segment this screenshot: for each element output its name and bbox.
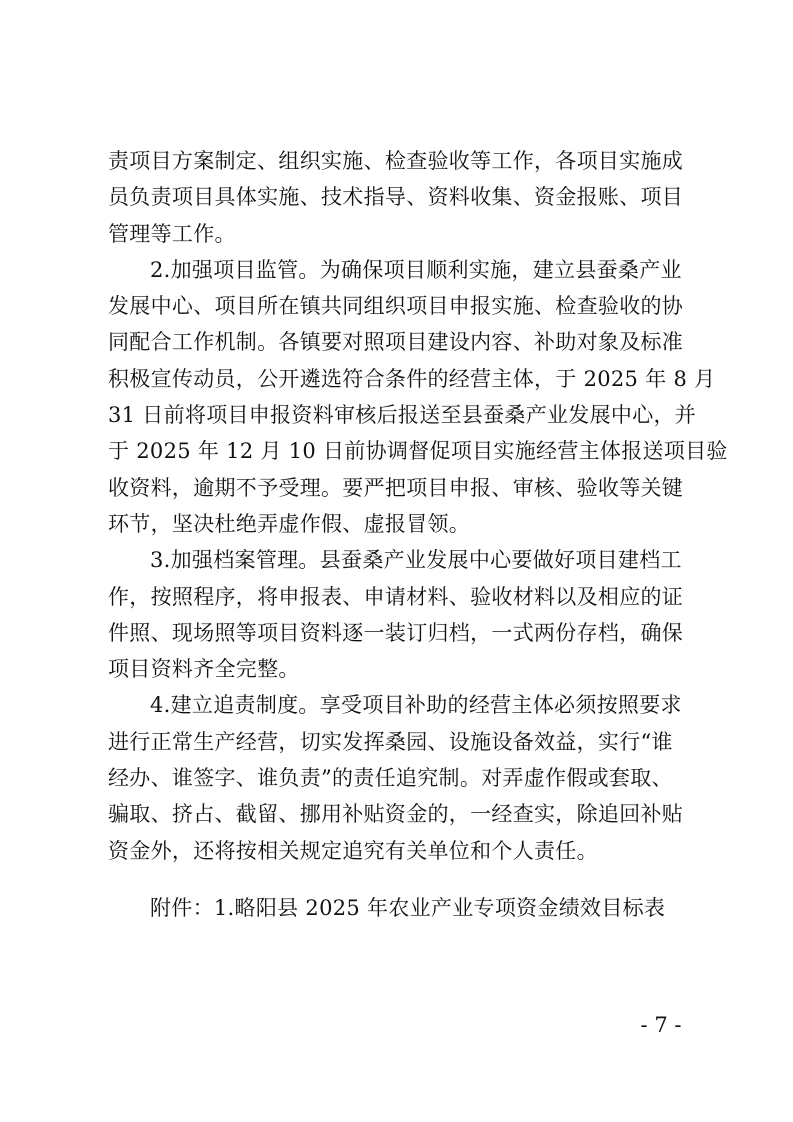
text-line: 管理等工作。 [108, 221, 236, 246]
spacer [108, 869, 688, 890]
text-line: 骗取、挤占、截留、挪用补贴资金的，一经查实，除追回补贴 [108, 802, 684, 827]
attachment-line: 附件：1.略阳县 2025 年农业产业专项资金绩效目标表 [150, 895, 666, 920]
text-line: 件照、现场照等项目资料逐一装订归档，一式两份存档，确保 [108, 620, 684, 645]
text-line: 资金外，还将按相关规定追究有关单位和个人责任。 [108, 838, 598, 863]
body-text [108, 143, 728, 926]
text-line: 于 2025 年 12 月 10 日前协调督促项目实施经营主体报送项目验 [108, 439, 728, 464]
text-line: 作，按照程序，将申报表、申请材料、验收材料以及相应的证 [108, 584, 684, 609]
section-heading-line: 3.加强档案管理。县蚕桑产业发展中心要做好项目建档工 [150, 548, 682, 573]
section-heading-line: 2.加强项目监管。为确保项目顺利实施，建立县蚕桑产业 [150, 257, 682, 282]
text-line: 责项目方案制定、组织实施、检查验收等工作，各项目实施成 [108, 149, 684, 173]
text-line: 积极宣传动员，公开遴选符合条件的经营主体，于 2025 年 8 月 [108, 366, 716, 391]
text-line: 员负责项目具体实施、技术指导、资料收集、资金报账、项目 [108, 185, 684, 210]
text-line: 经办、谁签字、谁负责”的责任追究制。对弄虚作假或套取、 [108, 766, 673, 791]
text-line: 同配合工作机制。各镇要对照项目建设内容、补助对象及标准 [108, 330, 684, 355]
section-heading-line: 4.建立追责制度。享受项目补助的经营主体必须按照要求 [150, 693, 682, 718]
text-line: 项目资料齐全完整。 [108, 657, 300, 682]
text-line: 31 日前将项目申报资料审核后报送至县蚕桑产业发展中心，并 [108, 403, 697, 428]
text-line: 进行正常生产经营，切实发挥桑园、设施设备效益，实行“谁 [108, 729, 673, 754]
page-number: - 7 - [640, 1013, 682, 1037]
text-line: 收资料，逾期不予受理。要严把项目申报、审核、验收等关键 [108, 475, 684, 500]
text-line: 发展中心、项目所在镇共同组织项目申报实施、检查验收的协 [108, 294, 684, 319]
text-line: 环节，坚决杜绝弄虚作假、虚报冒领。 [108, 511, 471, 536]
